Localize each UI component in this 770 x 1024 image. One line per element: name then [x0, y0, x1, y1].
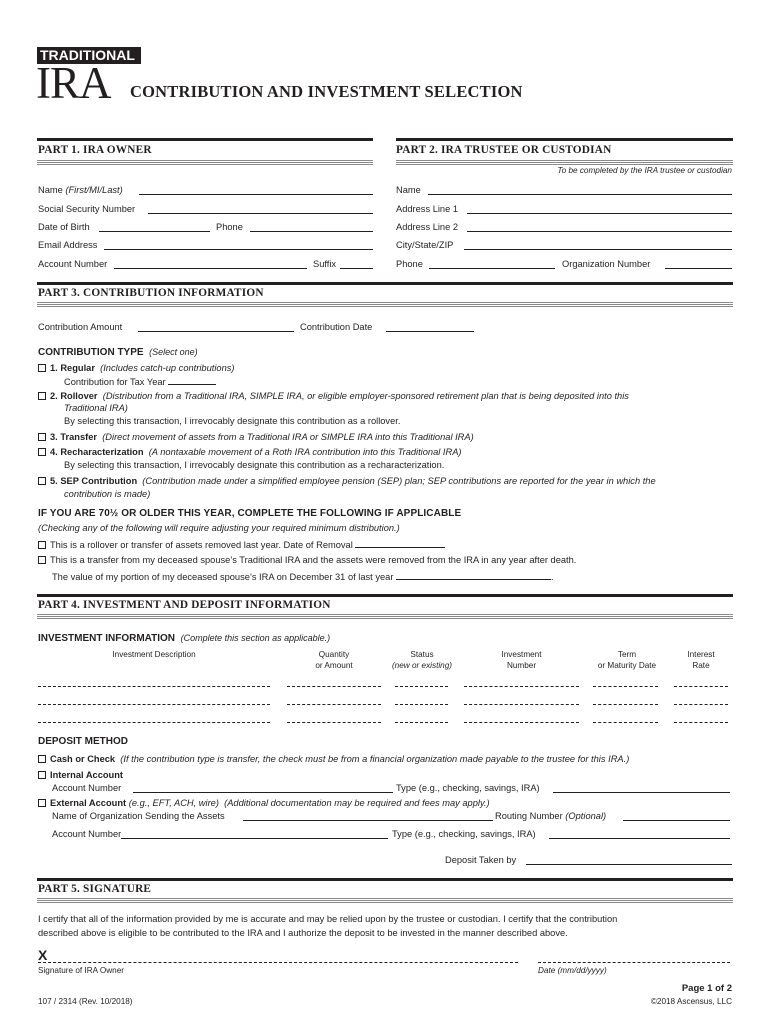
trustee-org-label: Organization Number [562, 259, 651, 269]
page-number: Page 1 of 2 [681, 983, 732, 994]
inv-desc-field[interactable] [38, 686, 270, 687]
contribution-date-label: Contribution Date [300, 322, 373, 332]
ext-account-field[interactable] [121, 838, 388, 839]
part1-heading: PART 1. IRA OWNER [38, 144, 152, 156]
part5-heading: PART 5. SIGNATURE [38, 883, 152, 895]
trustee-phone-field[interactable] [429, 268, 555, 269]
part2-rule [396, 138, 733, 141]
owner-ssn-label: Social Security Number [38, 204, 136, 214]
owner-account-field[interactable] [114, 268, 307, 269]
inv-term-field[interactable] [593, 686, 658, 687]
trustee-name-field[interactable] [428, 194, 732, 195]
trustee-addr1-field[interactable] [467, 213, 732, 214]
owner-dob-field[interactable] [99, 231, 210, 232]
ext-org-field[interactable] [243, 820, 493, 821]
inv-term-field[interactable] [593, 704, 658, 705]
owner-account-label: Account Number [38, 259, 108, 269]
col-term: Term or Maturity Date [597, 650, 657, 670]
col-status: Status (new or existing) [391, 650, 453, 670]
spouse-value-field[interactable] [396, 570, 551, 580]
rollover-sub: By selecting this transaction, I irrevocably designate this contribution as a rollover. [64, 416, 401, 426]
inv-qty-field[interactable] [287, 686, 381, 687]
ext-org-label: Name of Organization Sending the Assets [52, 811, 225, 821]
inv-qty-field[interactable] [287, 722, 381, 723]
form-title: CONTRIBUTION AND INVESTMENT SELECTION [130, 82, 523, 101]
inv-status-field[interactable] [395, 686, 448, 687]
deposit-taken-label: Deposit Taken by [445, 855, 517, 865]
type-rollover-option[interactable]: 2. Rollover (Distribution from a Traditional IRA, SIMPLE IRA, or eligible employer-sponsored retirement plan that is being deposited into this [38, 390, 629, 402]
part3-rule [37, 282, 733, 285]
col-interest: Interest Rate [687, 650, 715, 670]
part4-bar [37, 614, 733, 619]
col-description: Investment Description [112, 650, 196, 659]
inv-rate-field[interactable] [674, 704, 728, 705]
form-badge: TRADITIONAL [37, 47, 141, 64]
owner-name-field[interactable] [139, 194, 373, 195]
part4-rule [37, 594, 733, 597]
signature-x: X [38, 947, 48, 963]
contribution-type-heading: CONTRIBUTION TYPE (Select one) [38, 347, 198, 358]
age-option-removal[interactable]: This is a rollover or transfer of assets removed last year. Date of Removal [38, 538, 445, 551]
form-big-title: IRA [36, 58, 111, 108]
inv-status-field[interactable] [395, 704, 448, 705]
copyright: ©2018 Ascensus, LLC [650, 997, 732, 1006]
removal-checkbox[interactable] [38, 541, 46, 549]
contribution-amount-field[interactable] [138, 331, 294, 332]
col-investment-number: Investment Number [501, 650, 542, 670]
regular-checkbox[interactable] [38, 364, 46, 372]
inv-qty-field[interactable] [287, 704, 381, 705]
inv-number-field[interactable] [464, 722, 579, 723]
int-account-label: Account Number [52, 783, 122, 793]
part2-heading: PART 2. IRA TRUSTEE OR CUSTODIAN [396, 144, 612, 156]
trustee-addr1-label: Address Line 1 [396, 204, 459, 214]
inv-desc-field[interactable] [38, 704, 270, 705]
recharacterization-sub: By selecting this transaction, I irrevocably designate this contribution as a recharacterization. [64, 460, 445, 470]
age-heading: IF YOU ARE 70½ OR OLDER THIS YEAR, COMPLETE THE FOLLOWING IF APPLICABLE [38, 508, 462, 519]
external-account-option[interactable]: External Account (e.g., EFT, ACH, wire) (Additional documentation may be required and fees may apply.) [38, 797, 490, 809]
part4-heading: PART 4. INVESTMENT AND DEPOSIT INFORMATION [38, 599, 331, 611]
owner-phone-field[interactable] [250, 231, 373, 232]
form-id: 107 / 2314 (Rev. 10/2018) [38, 997, 133, 1006]
contribution-date-field[interactable] [386, 331, 474, 332]
inv-desc-field[interactable] [38, 722, 270, 723]
contribution-amount-label: Contribution Amount [38, 322, 123, 332]
tax-year-label: Contribution for Tax Year [64, 375, 216, 388]
cash-check-option[interactable]: Cash or Check (If the contribution type is transfer, the check must be from a financial organization made payable to the trustee for this IRA.) [38, 753, 629, 765]
investment-info-heading: INVESTMENT INFORMATION (Complete this section as applicable.) [38, 633, 331, 644]
part5-bar [37, 898, 733, 903]
signature-date-field[interactable] [538, 962, 730, 963]
type-sep-option[interactable]: 5. SEP Contribution (Contribution made under a simplified employee pension (SEP) plan; SEP contributions are reported for the year in which the [38, 475, 656, 487]
internal-checkbox[interactable] [38, 771, 46, 779]
deposit-method-heading: DEPOSIT METHOD [38, 736, 129, 747]
recharacterization-checkbox[interactable] [38, 448, 46, 456]
int-type-label: Type (e.g., checking, savings, IRA) [396, 783, 540, 793]
rollover-checkbox[interactable] [38, 392, 46, 400]
cash-checkbox[interactable] [38, 755, 46, 763]
part1-bar [37, 160, 373, 165]
signature-label: Signature of IRA Owner [38, 966, 125, 975]
part1-rule [37, 138, 373, 141]
spouse-checkbox[interactable] [38, 556, 46, 564]
trustee-org-field[interactable] [665, 268, 732, 269]
inv-number-field[interactable] [464, 686, 579, 687]
internal-account-option[interactable]: Internal Account [38, 769, 123, 781]
type-recharacterization-option[interactable]: 4. Recharacterization (A nontaxable movement of a Roth IRA contribution into this Traditional IRA) [38, 446, 462, 458]
col-quantity: Quantity or Amount [315, 650, 353, 670]
part3-heading: PART 3. CONTRIBUTION INFORMATION [38, 287, 264, 299]
removal-date-field[interactable] [355, 538, 445, 548]
part5-rule [37, 878, 733, 881]
type-regular-option[interactable]: 1. Regular (Includes catch-up contributions) [38, 362, 234, 374]
trustee-addr2-label: Address Line 2 [396, 222, 459, 232]
ext-routing-field[interactable] [623, 820, 730, 821]
ext-routing-label: Routing Number (Optional) [495, 811, 607, 821]
deposit-taken-field[interactable] [526, 864, 732, 865]
inv-rate-field[interactable] [674, 686, 728, 687]
inv-rate-field[interactable] [674, 722, 728, 723]
ext-type-label: Type (e.g., checking, savings, IRA) [392, 829, 536, 839]
owner-ssn-field[interactable] [148, 213, 373, 214]
trustee-city-field[interactable] [464, 249, 732, 250]
rollover-desc-cont: Traditional IRA) [64, 403, 128, 413]
ext-type-field[interactable] [549, 838, 730, 839]
type-transfer-option[interactable]: 3. Transfer (Direct movement of assets from a Traditional IRA or SIMPLE IRA into this Traditional IRA) [38, 431, 474, 443]
trustee-name-label: Name [396, 185, 421, 195]
inv-term-field[interactable] [593, 722, 658, 723]
int-account-field[interactable] [133, 792, 393, 793]
part2-note: To be completed by the IRA trustee or custodian [557, 166, 732, 175]
owner-suffix-field[interactable] [340, 268, 373, 269]
transfer-checkbox[interactable] [38, 433, 46, 441]
owner-suffix-label: Suffix [313, 259, 337, 269]
part3-bar [37, 302, 733, 307]
certification-line-2: described above is eligible to be contributed to the IRA and I authorize the deposit to be invested in the manner described above. [38, 928, 568, 938]
owner-phone-label: Phone [216, 222, 243, 232]
spouse-value-line: The value of my portion of my deceased spouse’s IRA on December 31 of last year . [52, 572, 554, 582]
external-checkbox[interactable] [38, 799, 46, 807]
certification-line-1: I certify that all of the information provided by me is accurate and may be relied upon by the trustee or custodian. I certify that the contribution [38, 914, 618, 924]
trustee-phone-label: Phone [396, 259, 423, 269]
owner-email-field[interactable] [104, 249, 373, 250]
sep-desc-cont: contribution is made) [64, 489, 151, 499]
owner-name-label: Name (First/MI/Last) [38, 185, 123, 195]
ext-account-label: Account Number [52, 829, 122, 839]
inv-status-field[interactable] [395, 722, 448, 723]
signature-field[interactable] [38, 962, 518, 963]
owner-email-label: Email Address [38, 240, 98, 250]
signature-date-label: Date (mm/dd/yyyy) [538, 966, 607, 975]
age-note: (Checking any of the following will require adjusting your required minimum distribution.) [38, 523, 400, 533]
owner-dob-label: Date of Birth [38, 222, 90, 232]
trustee-city-label: City/State/ZIP [396, 240, 454, 250]
trustee-addr2-field[interactable] [467, 231, 732, 232]
sep-checkbox[interactable] [38, 477, 46, 485]
age-option-spouse[interactable]: This is a transfer from my deceased spouse’s Traditional IRA and the assets were removed from the IRA in any year after death. [38, 554, 576, 566]
inv-number-field[interactable] [464, 704, 579, 705]
tax-year-field[interactable] [168, 375, 216, 385]
int-type-field[interactable] [553, 792, 730, 793]
